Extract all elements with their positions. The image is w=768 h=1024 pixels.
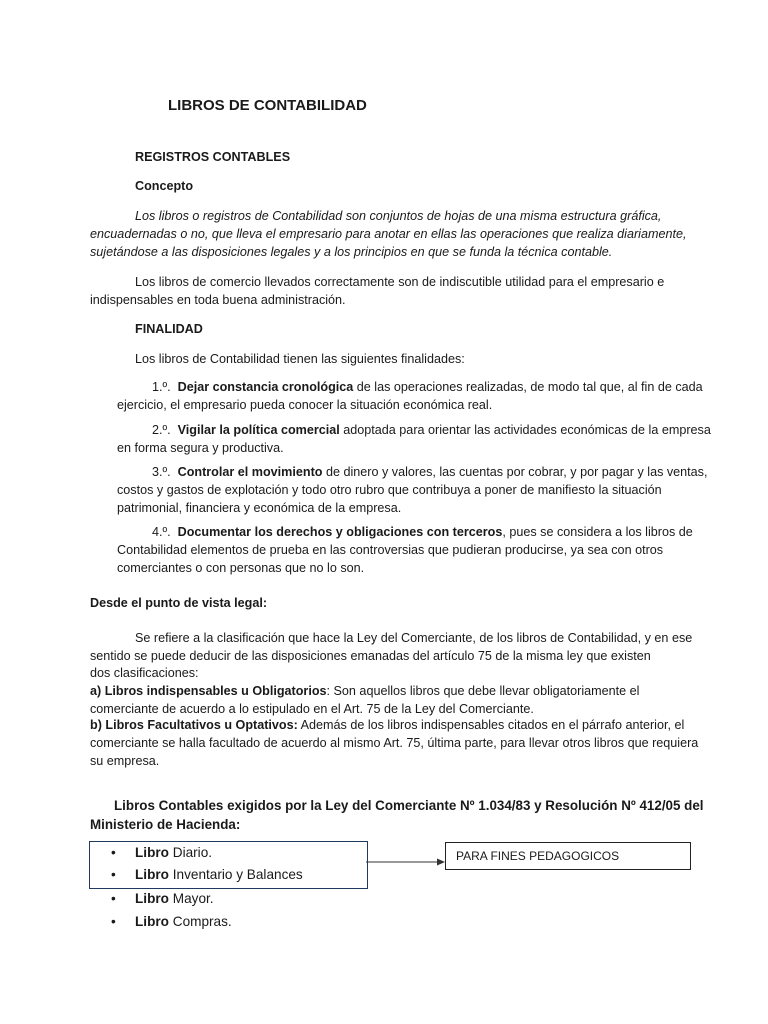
item-bold: Libro	[135, 914, 169, 929]
legal-item-b	[90, 716, 706, 770]
item-text: de dinero y valores, las cuentas por cobrar, y por pagar y las ventas, costos y gastos de explotación y todo otro rubro que contribuya a poner de manifiesto la situación patrimonial, financiera y económica de la empresa.	[117, 465, 708, 515]
item-number: 3.º.	[152, 465, 171, 479]
note-box	[445, 842, 691, 870]
note-text: PARA FINES PEDAGOGICOS	[456, 849, 620, 863]
finalidad-item-2	[117, 421, 717, 457]
legal-paragraph: Se refiere a la clasificación que hace la Ley del Comerciante, de los libros de Contabilidad, y en ese sentido se puede deducir de las disposiciones emanadas del artículo 75 de la misma ley que existen	[90, 631, 693, 663]
item-text: , pues se considera a los libros de Contabilidad elementos de prueba en las controversias que pudieran producirse, ya sea con otros comerciantes o con personas que no lo son.	[117, 525, 693, 575]
libros-heading: Libros Contables exigidos por la Ley del Comerciante Nº 1.034/83 y Resolución Nº 412/05 del Ministerio de Hacienda:	[90, 798, 704, 832]
legal-paragraph-end: dos clasificaciones:	[90, 666, 199, 680]
concepto-heading: Concepto	[135, 179, 194, 193]
bullet-icon: •	[111, 867, 116, 882]
item-text: adoptada para orientar las actividades económicas de la empresa en forma segura y productiva.	[117, 423, 711, 455]
item-bold: Libro	[135, 891, 169, 906]
item-text: Mayor.	[168, 891, 214, 906]
item-text: : Son aquellos libros que debe llevar obligatoriamente el comerciante de acuerdo a lo estipulado en el Art. 75 de la Ley del Comerciante.	[90, 684, 640, 716]
item-bold: b) Libros Facultativos u Optativos:	[90, 718, 298, 732]
finalidad-item-4	[117, 523, 717, 577]
item-text: de las operaciones realizadas, de modo tal que, al fin de cada ejercicio, el empresario pueda conocer la situación económica real.	[117, 380, 703, 412]
item-number: 2.º.	[152, 423, 171, 437]
item-text: Inventario y Balances	[168, 867, 303, 882]
item-bold: Libro	[135, 867, 169, 882]
bullet-icon: •	[111, 891, 116, 906]
finalidad-item-3	[117, 463, 717, 517]
item-bold: a) Libros indispensables u Obligatorios	[90, 684, 327, 698]
finalidad-intro: Los libros de Contabilidad tienen las siguientes finalidades:	[135, 352, 465, 366]
finalidad-item-1	[117, 378, 717, 414]
arrow-connector	[366, 855, 448, 869]
item-text: Además de los libros indispensables citados en el párrafo anterior, el comerciante se halla facultado de acuerdo al mismo Art. 75, última parte, para llevar otros libros que requiera su empresa.	[90, 718, 699, 768]
item-number: 4.º.	[152, 525, 171, 539]
concepto-paragraph: Los libros o registros de Contabilidad son conjuntos de hojas de una misma estructura gráfica, encuadernadas o no, que lleva el empresario para anotar en ellas las operaciones que realiza diariamente, sujetándose a las disposiciones legales y a los principios en que se funda la técnica contable.	[90, 209, 687, 259]
registros-heading: REGISTROS CONTABLES	[135, 150, 291, 164]
page-title: LIBROS DE CONTABILIDAD	[168, 97, 367, 114]
bullet-icon: •	[111, 845, 116, 860]
legal-heading: Desde el punto de vista legal:	[90, 596, 268, 610]
item-bold: Vigilar la política comercial	[177, 423, 340, 437]
item-bold: Libro	[135, 845, 169, 860]
item-bold: Documentar los derechos y obligaciones con terceros	[177, 525, 503, 539]
legal-item-a	[90, 682, 710, 718]
finalidad-heading: FINALIDAD	[135, 322, 203, 336]
item-number: 1.º.	[152, 380, 171, 394]
item-bold: Controlar el movimiento	[177, 465, 323, 479]
item-text: Diario.	[168, 845, 213, 860]
item-text: Compras.	[168, 914, 232, 929]
item-bold: Dejar constancia cronológica	[177, 380, 354, 394]
bullet-icon: •	[111, 914, 116, 929]
comercio-paragraph: Los libros de comercio llevados correctamente son de indiscutible utilidad para el empresario e indispensables en toda buena administración.	[90, 275, 665, 307]
